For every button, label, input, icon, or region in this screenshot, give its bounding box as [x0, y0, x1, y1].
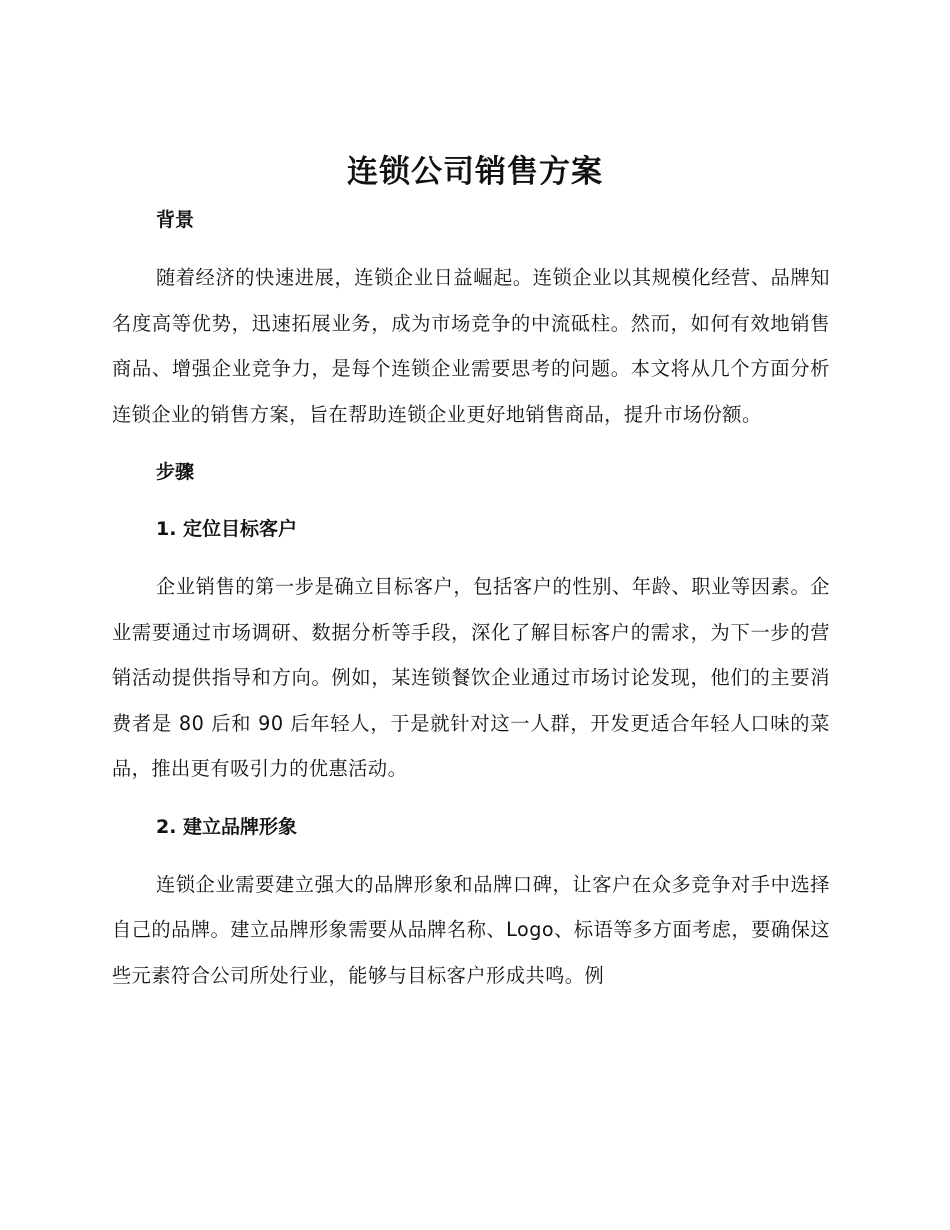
step1-heading: 1. 定位目标客户	[156, 518, 298, 540]
step2-heading: 2. 建立品牌形象	[156, 815, 298, 838]
background-heading: 背景	[156, 209, 195, 231]
steps-heading: 步骤	[156, 461, 195, 483]
document-body	[112, 198, 830, 1011]
step1-paragraph: 企业销售的第一步是确立目标客户，包括客户的性别、年龄、职业等因素。企业需要通过市场调研、数据分析等手段，深化了解目标客户的需求，为下一步的营销活动提供指导和方向。例如，某连锁餐饮企业通过市场讨论发现，他们的主要消费者是 80 后和 90 后年轻人，于是就针对这一人群，开发更适合年轻人口味的菜品，推出更有吸引力的优惠活动。	[112, 575, 830, 780]
background-paragraph: 随着经济的快速进展，连锁企业日益崛起。连锁企业以其规模化经营、品牌知名度高等优势，迅速拓展业务，成为市场竞争的中流砥柱。然而，如何有效地销售商品、增强企业竞争力，是每个连锁企业需要思考的问题。本文将从几个方面分析连锁企业的销售方案，旨在帮助连锁企业更好地销售商品，提升市场份额。	[112, 266, 830, 426]
step2-paragraph: 连锁企业需要建立强大的品牌形象和品牌口碑，让客户在众多竞争对手中选择自己的品牌。建立品牌形象需要从品牌名称、Logo、标语等多方面考虑，要确保这些元素符合公司所处行业，能够与目标客户形成共鸣。例	[112, 872, 830, 987]
document-title: 连锁公司销售方案	[347, 154, 603, 190]
